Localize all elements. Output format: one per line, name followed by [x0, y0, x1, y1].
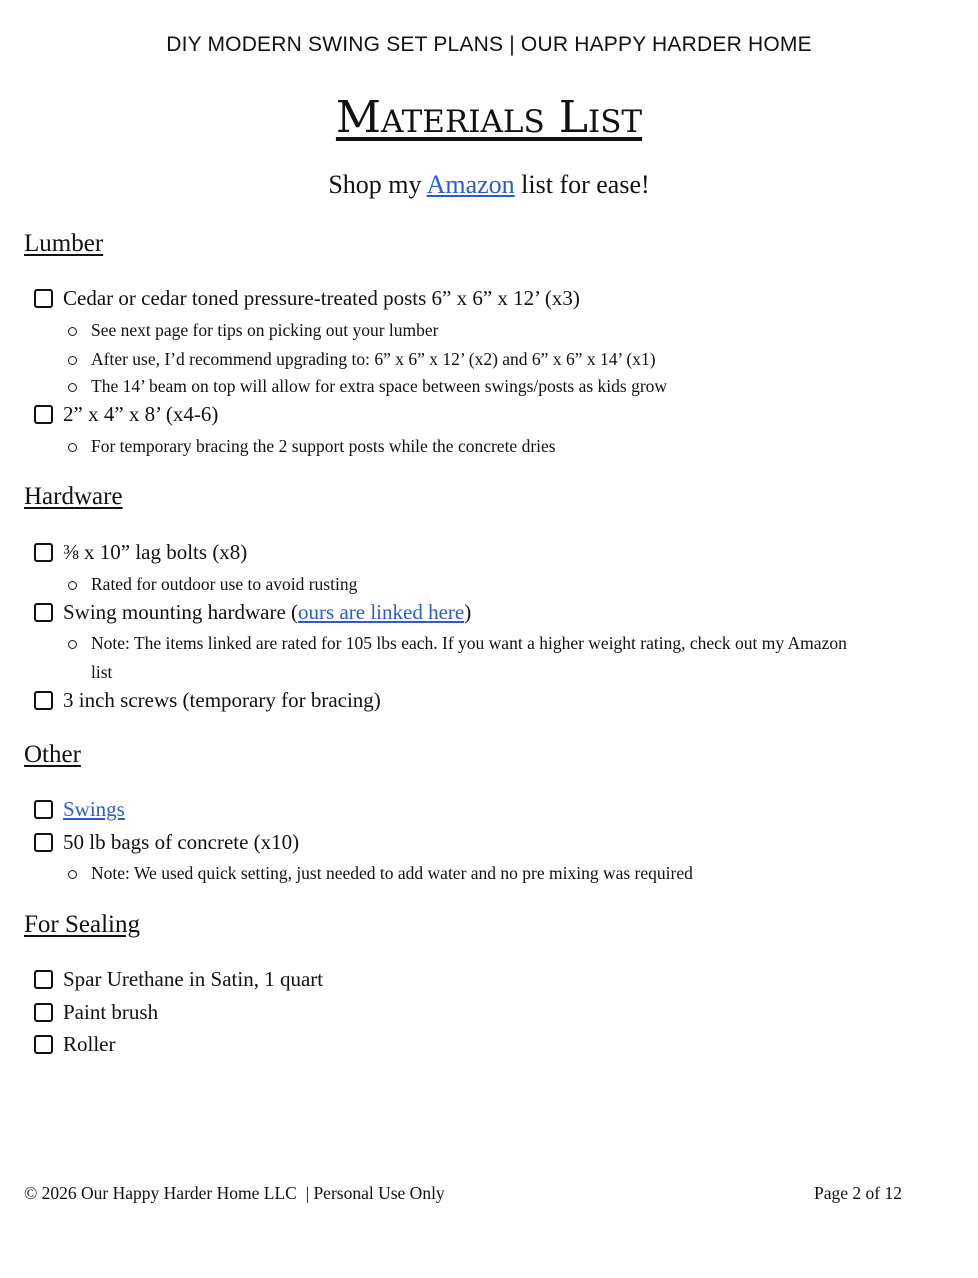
checklist-item — [34, 402, 218, 427]
checkbox-icon[interactable] — [34, 970, 53, 989]
item-label: 50 lb bags of concrete (x10) — [63, 830, 300, 854]
checklist-item — [34, 1000, 158, 1025]
section-heading-sealing: For Sealing — [24, 911, 140, 938]
item-label: Paint brush — [63, 1000, 159, 1024]
checkbox-icon[interactable] — [34, 833, 53, 852]
swings-link[interactable]: Swings — [63, 797, 125, 821]
note-text: The 14’ beam on top will allow for extra space between swings/posts as kids grow — [91, 376, 668, 396]
note-text: Note: We used quick setting, just needed to add water and no pre mixing was required — [91, 863, 693, 883]
footer-page-number: Page 2 of 12 — [814, 1183, 902, 1203]
checkbox-icon[interactable] — [34, 1035, 53, 1054]
shop-prefix: Shop my — [328, 170, 427, 199]
checkbox-icon[interactable] — [34, 289, 53, 308]
checklist-item — [34, 967, 323, 992]
amazon-link[interactable]: Amazon — [426, 170, 515, 199]
sub-note — [68, 570, 357, 599]
running-header: DIY MODERN SWING SET PLANS | OUR HAPPY HARDER HOME — [166, 33, 812, 56]
item-label: 2” x 4” x 8’ (x4-6) — [63, 402, 219, 426]
item-prefix: Swing mounting hardware ( — [63, 600, 299, 624]
checklist-item — [34, 1032, 116, 1057]
shop-suffix: list for ease! — [514, 170, 650, 199]
checkbox-icon[interactable] — [34, 800, 53, 819]
item-suffix: ) — [464, 600, 472, 624]
checkbox-icon[interactable] — [34, 405, 53, 424]
sub-note — [68, 859, 693, 888]
footer-copyright: © 2026 Our Happy Harder Home LLC | Personal Use Only — [24, 1183, 445, 1203]
checklist-item — [34, 830, 299, 855]
item-label: Spar Urethane in Satin, 1 quart — [63, 967, 324, 991]
shop-line — [0, 170, 978, 200]
hardware-link[interactable]: ours are linked here — [298, 600, 465, 624]
checkbox-icon[interactable] — [34, 691, 53, 710]
sub-note — [68, 432, 556, 461]
note-text: See next page for tips on picking out your lumber — [91, 320, 439, 340]
checkbox-icon[interactable] — [34, 1003, 53, 1022]
checklist-item — [34, 600, 471, 625]
hollow-bullet-icon — [68, 356, 77, 365]
hollow-bullet-icon — [68, 581, 77, 590]
note-line: Note: The items linked are rated for 105 lbs each. If you want a higher weight rating, check out my Amazon — [91, 633, 847, 653]
sub-note — [68, 345, 656, 374]
hollow-bullet-icon — [68, 383, 77, 392]
item-label — [63, 600, 471, 625]
section-heading-lumber: Lumber — [24, 230, 104, 257]
sub-note — [68, 372, 667, 401]
section-heading-other: Other — [24, 741, 81, 768]
note-text — [91, 629, 847, 687]
item-label: ⅜ x 10” lag bolts (x8) — [63, 540, 248, 564]
item-label: Roller — [63, 1032, 116, 1056]
note-text: Rated for outdoor use to avoid rusting — [91, 574, 358, 594]
note-line: list — [91, 662, 113, 682]
item-label: Cedar or cedar toned pressure-treated posts 6” x 6” x 12’ (x3) — [63, 286, 580, 310]
item-label: 3 inch screws (temporary for bracing) — [63, 688, 381, 712]
note-text: For temporary bracing the 2 support posts while the concrete dries — [91, 436, 556, 456]
checklist-item — [34, 286, 580, 311]
hollow-bullet-icon — [68, 870, 77, 879]
sub-note — [68, 316, 439, 345]
hollow-bullet-icon — [68, 443, 77, 452]
sub-note — [68, 629, 948, 687]
hollow-bullet-icon — [68, 327, 77, 336]
checkbox-icon[interactable] — [34, 543, 53, 562]
hollow-bullet-icon — [68, 640, 77, 649]
page-title: Materials List — [335, 92, 643, 143]
checklist-item — [34, 540, 247, 565]
section-heading-hardware: Hardware — [24, 483, 123, 510]
checklist-item — [34, 688, 381, 713]
checkbox-icon[interactable] — [34, 603, 53, 622]
note-text: After use, I’d recommend upgrading to: 6” x 6” x 12’ (x2) and 6” x 6” x 14’ (x1) — [91, 349, 656, 369]
checklist-item — [34, 797, 125, 822]
